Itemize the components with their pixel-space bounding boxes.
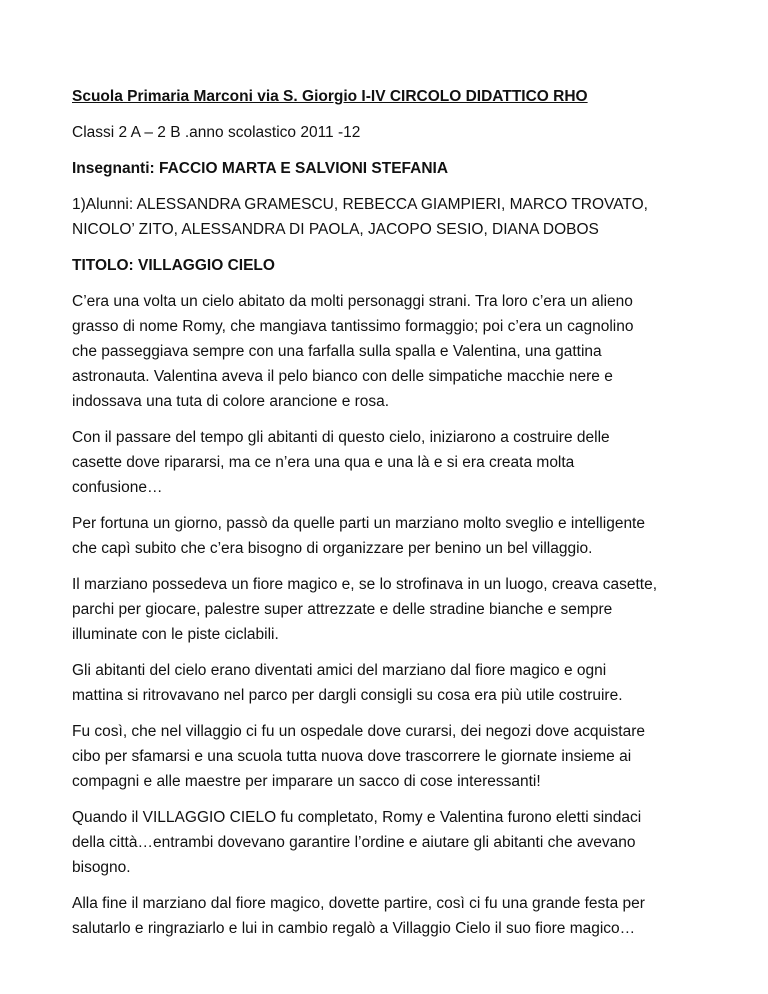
paragraph-line: mattina si ritrovavano nel parco per dargli consigli su cosa era più utile costruire. [72, 687, 623, 704]
students-line: NICOLO’ ZITO, ALESSANDRA DI PAOLA, JACOPO SESIO, DIANA DOBOS [72, 221, 599, 238]
classes-line: Classi 2 A – 2 B .anno scolastico 2011 -12 [72, 124, 361, 141]
paragraph-line: della città…entrambi dovevano garantire l’ordine e aiutare gli abitanti che avevano [72, 834, 636, 851]
paragraph-line: confusione… [72, 479, 163, 496]
paragraph-line: parchi per giocare, palestre super attrezzate e delle stradine bianche e sempre [72, 601, 613, 618]
paragraph-line: indossava una tuta di colore arancione e rosa. [72, 393, 390, 410]
paragraph-line: Il marziano possedeva un fiore magico e, se lo strofinava in un luogo, creava casette, [72, 576, 658, 593]
paragraph-line: illuminate con le piste ciclabili. [72, 626, 279, 643]
paragraph-line: Fu così, che nel villaggio ci fu un ospedale dove curarsi, dei negozi dove acquistare [72, 723, 645, 740]
story-paragraph [72, 805, 712, 880]
story-paragraph [72, 511, 712, 561]
paragraph-line: bisogno. [72, 859, 131, 876]
paragraph-line: Quando il VILLAGGIO CIELO fu completato, Romy e Valentina furono eletti sindaci [72, 809, 642, 826]
paragraph-line: salutarlo e ringraziarlo e lui in cambio regalò a Villaggio Cielo il suo fiore magico… [72, 920, 636, 937]
paragraph-line: Per fortuna un giorno, passò da quelle parti un marziano molto sveglio e intelligente [72, 515, 645, 532]
story-paragraph [72, 425, 712, 500]
school-heading: Scuola Primaria Marconi via S. Giorgio I-IV CIRCOLO DIDATTICO RHO [72, 88, 588, 105]
paragraph-line: C’era una volta un cielo abitato da molti personaggi strani. Tra loro c’era un alieno [72, 293, 633, 310]
story-paragraph [72, 891, 712, 941]
teachers-line: Insegnanti: FACCIO MARTA E SALVIONI STEFANIA [72, 160, 449, 177]
story-paragraph [72, 658, 712, 708]
paragraph-line: compagni e alle maestre per imparare un sacco di cose interessanti! [72, 773, 541, 790]
paragraph-line: casette dove ripararsi, ma ce n’era una qua e una là e si era creata molta [72, 454, 575, 471]
document-page [72, 84, 712, 952]
paragraph-line: cibo per sfamarsi e una scuola tutta nuova dove trascorrere le giornate insieme ai [72, 748, 632, 765]
paragraph-line: che capì subito che c’era bisogno di organizzare per benino un bel villaggio. [72, 540, 593, 557]
paragraph-line: grasso di nome Romy, che mangiava tantissimo formaggio; poi c’era un cagnolino [72, 318, 634, 335]
paragraph-line: Gli abitanti del cielo erano diventati amici del marziano dal fiore magico e ogni [72, 662, 607, 679]
paragraph-line: Con il passare del tempo gli abitanti di questo cielo, iniziarono a costruire delle [72, 429, 610, 446]
story-paragraph [72, 719, 712, 794]
story-title: TITOLO: VILLAGGIO CIELO [72, 257, 275, 274]
students-line: 1)Alunni: ALESSANDRA GRAMESCU, REBECCA GIAMPIERI, MARCO TROVATO, [72, 196, 648, 213]
paragraph-line: che passeggiava sempre con una farfalla sulla spalla e Valentina, una gattina [72, 343, 602, 360]
story-paragraph [72, 572, 712, 647]
story-paragraph [72, 289, 712, 414]
paragraph-line: Alla fine il marziano dal fiore magico, dovette partire, così ci fu una grande festa per [72, 895, 645, 912]
students-block [72, 192, 712, 242]
paragraph-line: astronauta. Valentina aveva il pelo bianco con delle simpatiche macchie nere e [72, 368, 613, 385]
